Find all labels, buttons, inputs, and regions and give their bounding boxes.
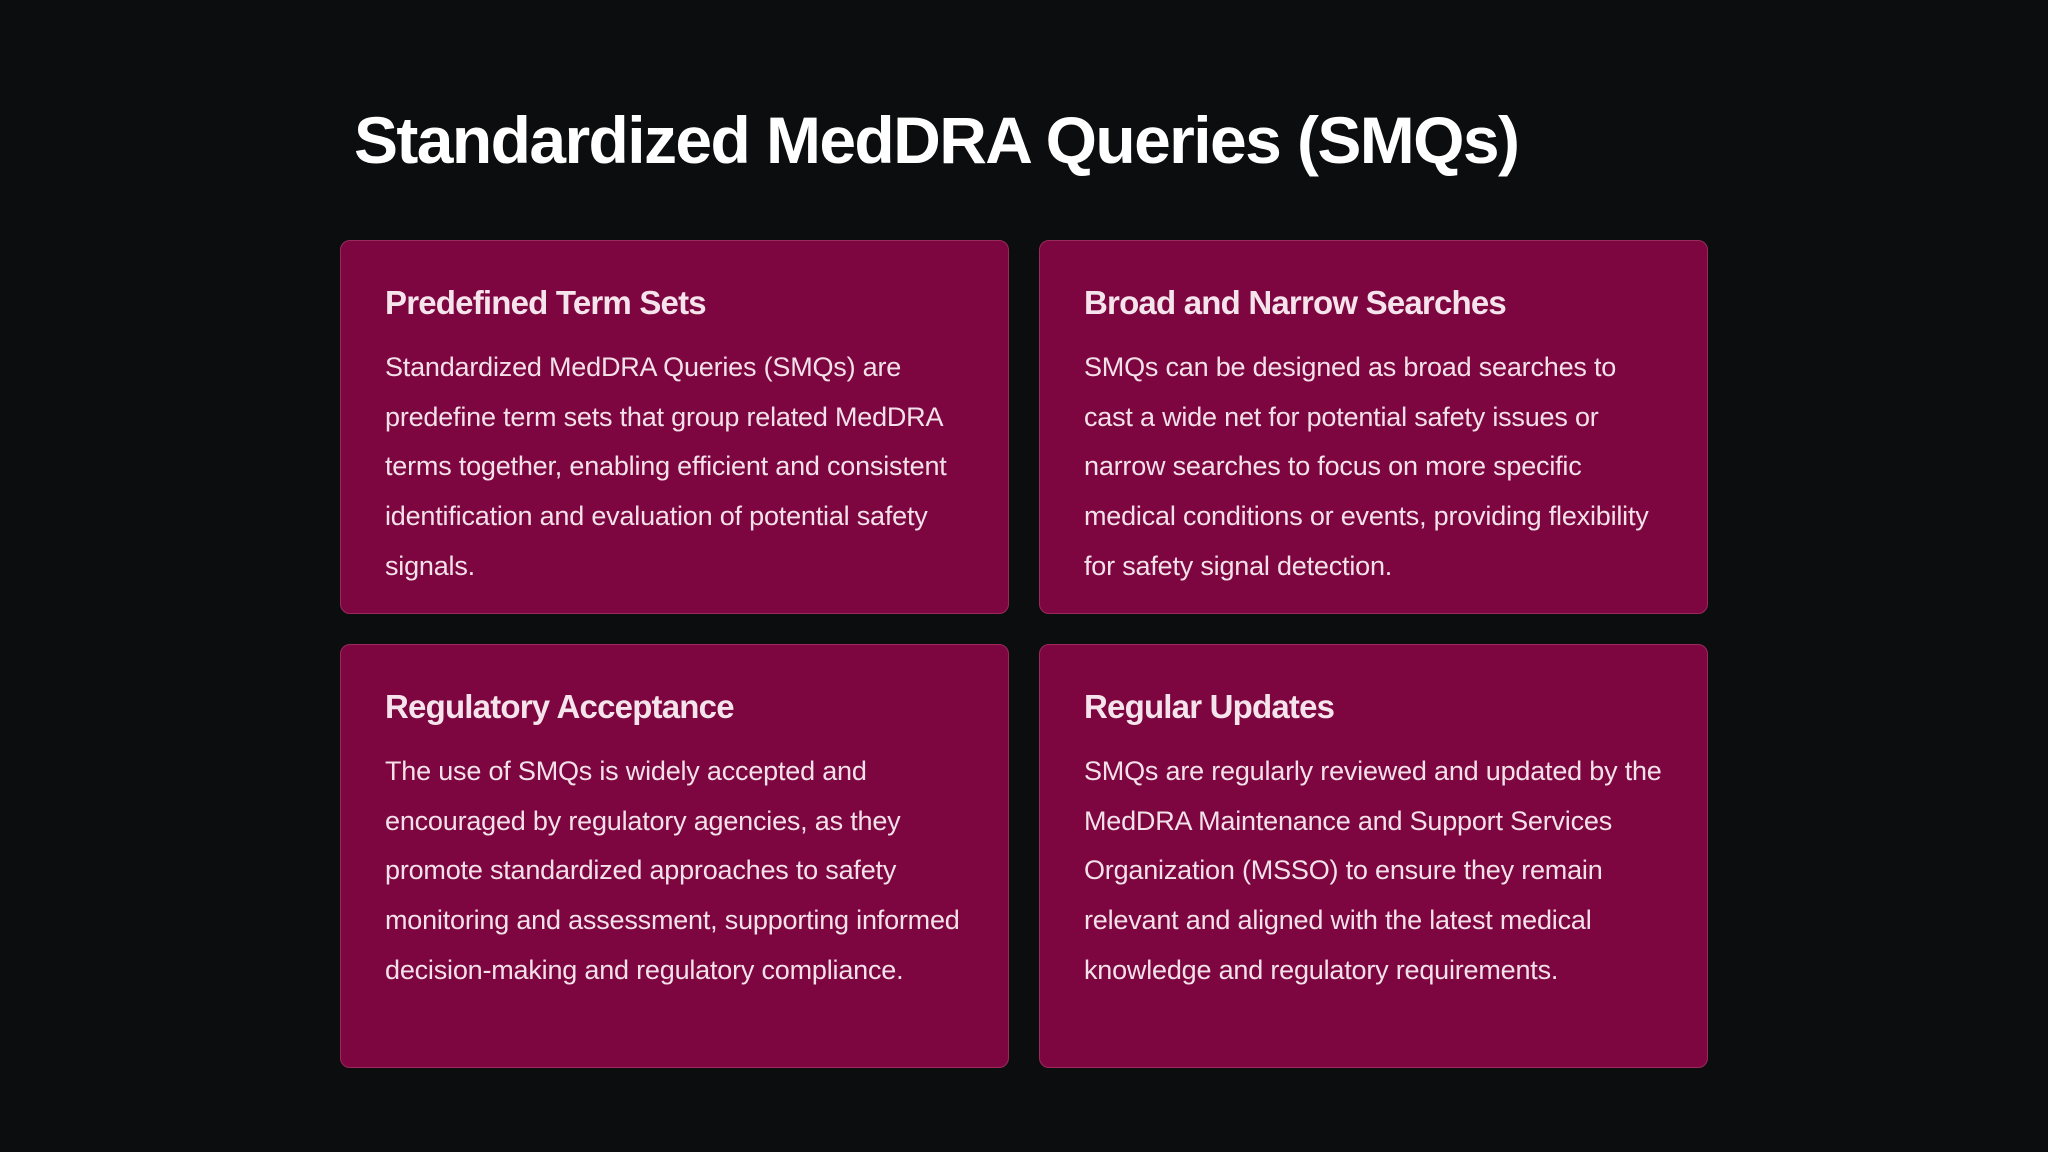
card-heading: Broad and Narrow Searches — [1084, 284, 1506, 321]
card-heading: Regular Updates — [1084, 688, 1335, 725]
card-body: SMQs are regularly reviewed and updated by the MedDRA Maintenance and Support Services Organization (MSSO) to ensure they remain relevant and aligned with the latest medical knowledge and regulatory requirements. — [1084, 756, 1662, 985]
card-regular-updates — [1039, 644, 1708, 1068]
card-broad-and-narrow-searches — [1039, 240, 1708, 614]
card-body: SMQs can be designed as broad searches to cast a wide net for potential safety issues or narrow searches to focus on more specific medical conditions or events, providing flexibility for safety signal detection. — [1084, 352, 1649, 581]
card-heading: Predefined Term Sets — [385, 284, 706, 321]
card-predefined-term-sets — [340, 240, 1009, 614]
card-heading: Regulatory Acceptance — [385, 688, 734, 725]
slide-title: Standardized MedDRA Queries (SMQs) — [354, 103, 1519, 177]
card-body: The use of SMQs is widely accepted and encouraged by regulatory agencies, as they promote standardized approaches to safety monitoring and assessment, supporting informed decision-making and regulatory compliance. — [385, 756, 960, 985]
card-regulatory-acceptance — [340, 644, 1009, 1068]
card-body: Standardized MedDRA Queries (SMQs) are predefine term sets that group related MedDRA terms together, enabling efficient and consistent identification and evaluation of potential safety signals. — [385, 352, 947, 581]
